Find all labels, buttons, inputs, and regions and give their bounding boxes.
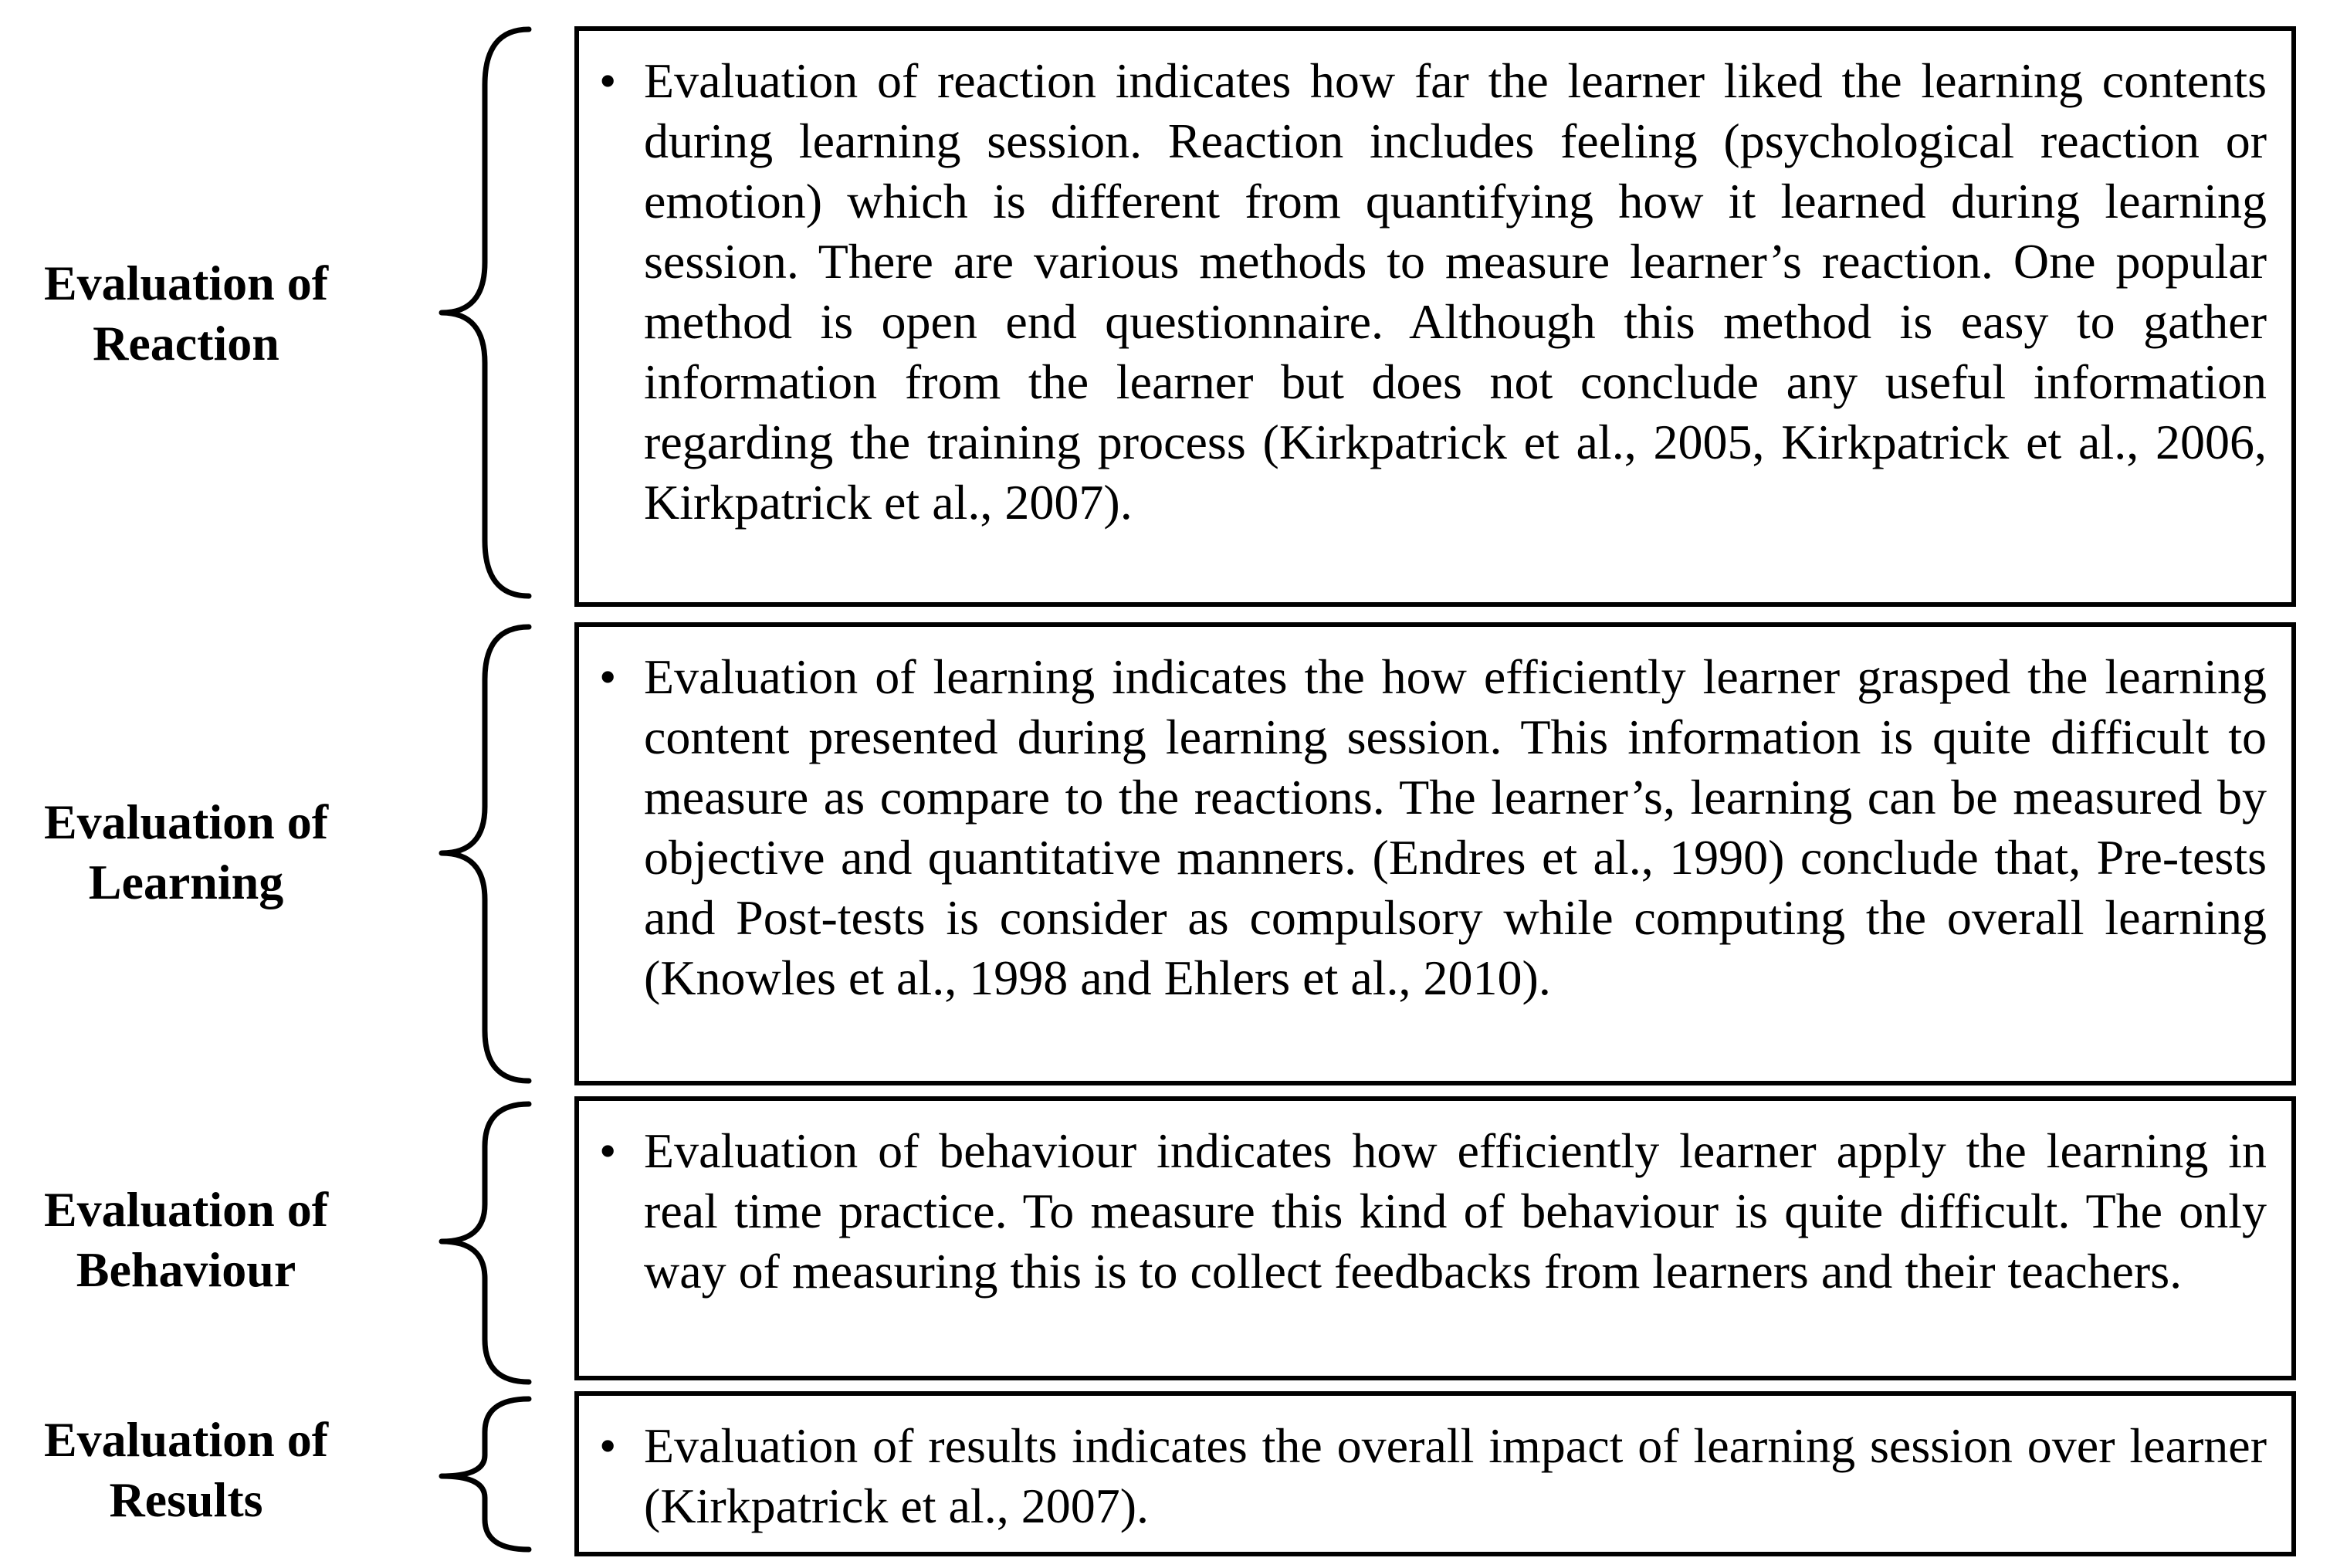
- description-box-behaviour: [574, 1096, 2296, 1380]
- bullet-icon: •: [599, 649, 617, 704]
- description-box-results: [574, 1391, 2296, 1556]
- section-reaction: [0, 0, 2330, 618]
- bullet-item: [599, 1121, 2267, 1302]
- label-line-2: Results: [109, 1472, 263, 1527]
- curly-brace-icon: [432, 0, 548, 618]
- label-evaluation-of-reaction: [0, 253, 372, 374]
- bullet-item: [599, 1416, 2267, 1536]
- label-evaluation-of-results: [0, 1410, 372, 1530]
- description-box-learning: [574, 622, 2296, 1085]
- bullet-icon: •: [599, 53, 617, 108]
- bullet-item: [599, 647, 2267, 1008]
- description-box-reaction: [574, 26, 2296, 607]
- description-text: Evaluation of learning indicates the how efficiently learner grasped the learning content presented during learning session. This information is quite difficult to measure as compare to the reactions. The learner’s, learning can be measured by objective and quantitative manners. (Endres et al., 1990) conclude that, Pre-tests and Post-tests is consider as compulsory while computing the overall learning (Knowles et al., 1998 and Ehlers et al., 2010).: [644, 649, 2267, 1005]
- description-text: Evaluation of results indicates the overall impact of learning session over learner (Kirkpatrick et al., 2007).: [644, 1418, 2267, 1533]
- curly-brace-icon: [432, 1096, 548, 1390]
- section-behaviour: [0, 1096, 2330, 1390]
- label-evaluation-of-behaviour: [0, 1180, 372, 1300]
- label-line-2: Behaviour: [76, 1242, 296, 1297]
- label-line-2: Learning: [88, 855, 284, 909]
- bullet-icon: •: [599, 1123, 617, 1178]
- label-line-1: Evaluation of: [43, 1412, 329, 1467]
- label-line-1: Evaluation of: [43, 794, 329, 849]
- section-learning: [0, 618, 2330, 1096]
- label-line-1: Evaluation of: [43, 256, 329, 310]
- label-evaluation-of-learning: [0, 792, 372, 913]
- curly-brace-icon: [432, 618, 548, 1096]
- curly-brace-icon: [432, 1390, 548, 1568]
- bullet-item: [599, 51, 2267, 533]
- section-results: [0, 1390, 2330, 1568]
- label-line-2: Reaction: [93, 316, 279, 371]
- description-text: Evaluation of behaviour indicates how efficiently learner apply the learning in real time practice. To measure this kind of behaviour is quite difficult. The only way of measuring this is to collect feedbacks from learners and their teachers.: [644, 1123, 2267, 1299]
- description-text: Evaluation of reaction indicates how far the learner liked the learning contents during learning session. Reaction includes feeling (psychological reaction or emotion) which is different from quantifying how it learned during learning session. There are various methods to measure learner’s reaction. One popular method is open end questionnaire. Although this method is easy to gather information from the learner but does not conclude any useful information regarding the training process (Kirkpatrick et al., 2005, Kirkpatrick et al., 2006, Kirkpatrick et al., 2007).: [644, 53, 2267, 530]
- bullet-icon: •: [599, 1418, 617, 1473]
- label-line-1: Evaluation of: [43, 1182, 329, 1237]
